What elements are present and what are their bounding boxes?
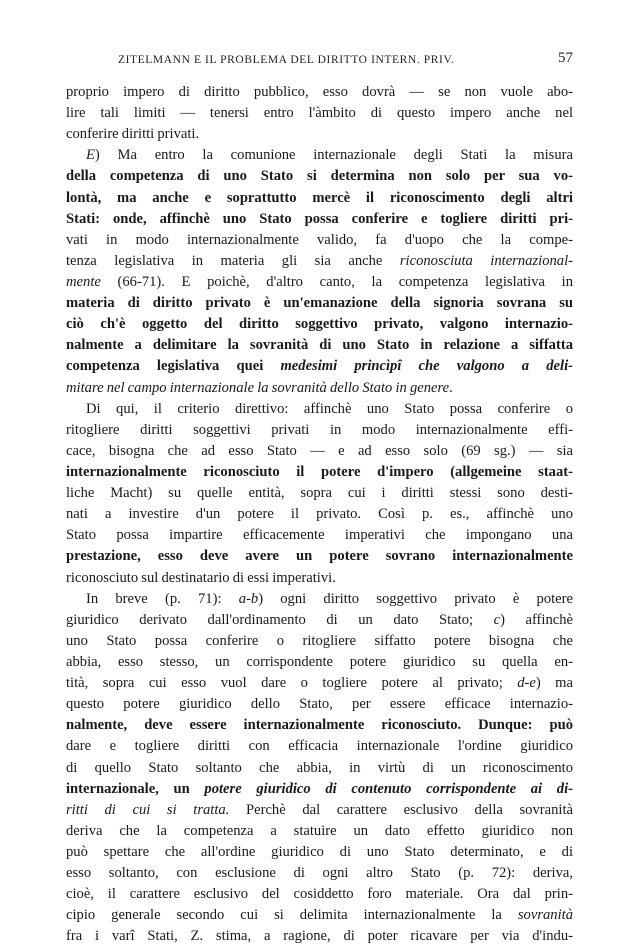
italic-text: ritti di cui si tratta. bbox=[66, 801, 230, 818]
italic-text: mitare nel campo internazionale la sovranità dello Stato in genere bbox=[66, 379, 450, 396]
text-line bbox=[66, 335, 573, 356]
text-line bbox=[66, 420, 573, 441]
text-segment: ) ma bbox=[535, 675, 573, 692]
text-line bbox=[66, 652, 573, 673]
text-line bbox=[66, 145, 573, 166]
text-segment: ) ogni diritto soggettivo privato è potere bbox=[258, 590, 573, 607]
italic-text: riconosciuta internazional- bbox=[399, 252, 573, 269]
text-segment: giuridico derivato dall'ordinamento di un dato Stato; bbox=[66, 611, 494, 628]
text-line bbox=[66, 779, 573, 800]
text-line bbox=[66, 884, 573, 905]
text-line bbox=[66, 230, 573, 251]
text-line bbox=[66, 462, 573, 483]
text-segment: questo potere giuridico dello Stato, per essere efficace internazio- bbox=[66, 696, 573, 713]
text-line bbox=[66, 504, 573, 525]
text-segment: Perchè dal carattere esclusivo della sovranità bbox=[229, 801, 573, 818]
text-segment: Stati: onde, affinchè uno Stato possa conferire e togliere diritti pri- bbox=[66, 210, 573, 227]
text-segment: riconosciuto sul destinatario di essi imperativi. bbox=[66, 569, 336, 586]
text-line bbox=[66, 736, 573, 757]
text-segment: prestazione, esso deve avere un potere sovrano internazionalmente bbox=[66, 548, 573, 565]
text-segment: Stato possa impartire efficacemente imperativi che impongano una bbox=[66, 527, 573, 544]
text-segment: liche Macht) su quelle entità, sopra cui i diritti stessi sono desti- bbox=[66, 485, 573, 502]
text-line bbox=[66, 715, 573, 736]
text-segment: ) Ma entro la comunione internazionale degli Stati la misura bbox=[94, 147, 573, 164]
text-line bbox=[66, 905, 573, 926]
text-segment: In breve (p. 71): bbox=[86, 590, 239, 607]
text-line bbox=[66, 103, 573, 124]
text-segment: vati in modo internazionalmente valido, fa d'uopo che la compe- bbox=[66, 231, 573, 248]
text-segment: può spettare che all'ordine giuridico di uno Stato determinato, e di bbox=[66, 843, 573, 860]
body-text bbox=[66, 82, 573, 947]
text-segment: cipio generale secondo cui si delimita internazionalmente la bbox=[66, 907, 518, 924]
text-segment: lontà, ma anche e soprattutto mercè il riconoscimento degli altri bbox=[66, 189, 573, 206]
text-segment: nalmente a delimitare la sovranità di uno Stato in relazione a siffatta bbox=[66, 337, 573, 354]
text-segment: nati a investire d'un potere il privato. Così p. es., affinchè uno bbox=[66, 506, 573, 523]
running-title: ZITELMANN E IL PROBLEMA DEL DIRITTO INTERN. PRIV. bbox=[118, 54, 455, 66]
text-line bbox=[66, 800, 573, 821]
text-segment: dare e togliere diritti con efficacia internazionale l'ordine giuridico bbox=[66, 738, 573, 755]
text-segment: lire tali limiti — tenersi entro l'àmbito di questo impero anche nel bbox=[66, 105, 573, 122]
text-line bbox=[66, 272, 573, 293]
text-line bbox=[66, 610, 573, 631]
italic-text: E bbox=[86, 147, 95, 164]
italic-text: mente bbox=[66, 273, 101, 290]
text-segment: internazionalmente riconosciuto il potere d'impero (allgemeine staat- bbox=[66, 463, 573, 480]
text-line bbox=[66, 293, 573, 314]
running-header bbox=[66, 50, 573, 72]
italic-text: d-e bbox=[517, 675, 536, 692]
text-line bbox=[66, 188, 573, 209]
text-segment: fra i varî Stati, Z. stima, a ragione, di poter ricavare per via d'indu- bbox=[66, 928, 573, 945]
text-segment: (66-71). E poichè, d'altro canto, la competenza legislativa in bbox=[100, 273, 573, 290]
text-line bbox=[66, 758, 573, 779]
text-line bbox=[66, 166, 573, 187]
text-segment: internazionale, un bbox=[66, 780, 205, 797]
text-line bbox=[66, 124, 573, 145]
text-line bbox=[66, 399, 573, 420]
italic-text: medesimi princìpî che valgono a deli- bbox=[280, 358, 574, 375]
text-segment: materia di diritto privato è un'emanazione della signoria sovrana su bbox=[66, 295, 573, 312]
text-segment: deriva che la competenza a statuire un dato effetto giuridico non bbox=[66, 822, 573, 839]
text-line bbox=[66, 251, 573, 272]
italic-text: sovranità bbox=[517, 907, 573, 924]
text-segment: proprio impero di diritto pubblico, esso dovrà — se non vuole abo- bbox=[66, 84, 573, 100]
text-segment: Di qui, il criterio direttivo: affinchè uno Stato possa conferire o bbox=[86, 400, 573, 417]
text-line bbox=[66, 483, 573, 504]
text-line bbox=[66, 842, 573, 863]
text-line bbox=[66, 673, 573, 694]
page-number: 57 bbox=[558, 50, 573, 66]
text-segment: tità, sopra cui esso vuol dare o togliere potere al privato; bbox=[66, 675, 518, 692]
text-segment: tenza legislativa in materia gli sia anche bbox=[66, 252, 400, 269]
text-segment: abbia, esso stesso, un corrispondente potere giuridico su quella en- bbox=[66, 653, 573, 670]
italic-text: a-b bbox=[238, 590, 259, 607]
text-segment: cioè, il carattere esclusivo del cosiddetto foro materiale. Ora dal prin- bbox=[66, 886, 573, 903]
text-line bbox=[66, 356, 573, 377]
text-line bbox=[66, 631, 573, 652]
text-line bbox=[66, 589, 573, 610]
italic-text: c bbox=[493, 611, 501, 628]
text-line bbox=[66, 863, 573, 884]
text-line bbox=[66, 926, 573, 947]
text-segment: della competenza di uno Stato si determina non solo per sua vo- bbox=[66, 168, 573, 185]
text-segment: . bbox=[449, 379, 453, 396]
text-line bbox=[66, 441, 573, 462]
text-line bbox=[66, 525, 573, 546]
text-segment: competenza legislativa quei bbox=[66, 358, 281, 375]
text-line bbox=[66, 209, 573, 230]
text-line bbox=[66, 378, 573, 399]
text-segment: cace, bisogna che ad esso Stato — e ad esso solo (69 sg.) — sia bbox=[66, 442, 573, 459]
text-segment: esso soltanto, con esclusione di ogni altro Stato (p. 72): deriva, bbox=[66, 865, 573, 882]
text-segment: ) affinchè bbox=[500, 611, 573, 628]
text-line bbox=[66, 821, 573, 842]
text-segment: di quello Stato soltanto che abbia, in virtù di un riconoscimento bbox=[66, 759, 573, 776]
text-line bbox=[66, 568, 573, 589]
text-line bbox=[66, 314, 573, 335]
text-segment: conferire diritti privati. bbox=[66, 126, 200, 143]
text-segment: uno Stato possa conferire o ritogliere siffatto potere bisogna che bbox=[66, 632, 573, 649]
text-line bbox=[66, 546, 573, 567]
text-line bbox=[66, 694, 573, 715]
text-segment: ciò ch'è oggetto del diritto soggettivo privato, valgono internazio- bbox=[66, 316, 573, 333]
text-line bbox=[66, 82, 573, 103]
text-segment: nalmente, deve essere internazionalmente riconosciuto. Dunque: può bbox=[66, 717, 573, 734]
text-segment: ritogliere diritti soggettivi privati in modo internazionalmente effi- bbox=[66, 421, 573, 438]
italic-text: potere giuridico di contenuto corrispondente ai di- bbox=[204, 780, 573, 797]
